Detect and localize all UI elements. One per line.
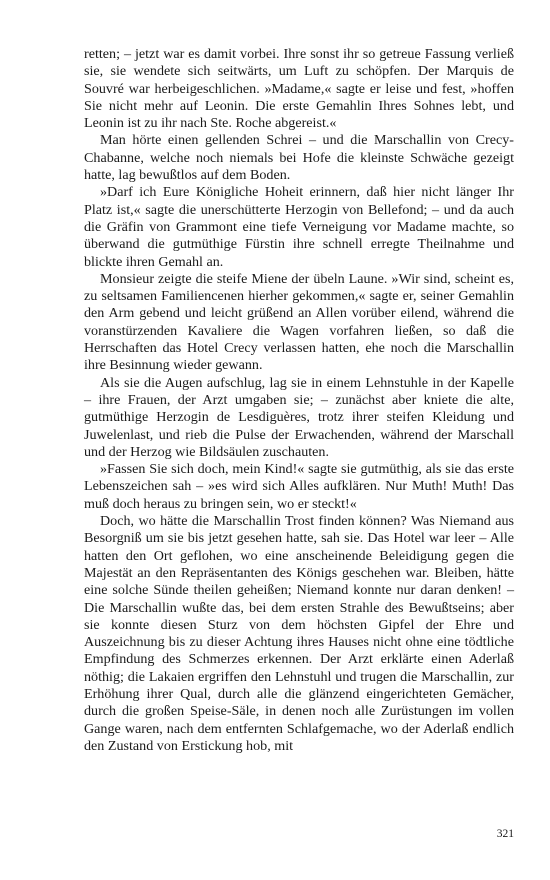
page-number: 321 xyxy=(496,828,514,840)
paragraph-7: Doch, wo hätte die Marschallin Trost finden können? Was Niemand aus Besorgniß um sie bis jetzt gesehen hatte, sah sie. Das Hotel war leer – Alle hatten den Ort geflohen, wo eine anscheinende Beleidigung gegen die Majestät an den Repräsentanten des Königs geschehen war. Bleiben, hätte eine solche Sünde theilen geheißen; Niemand konnte nur daran denken! – Die Marschallin wußte das, bei dem ersten Strahle des Bewußtseins; aber sie konnte diesen Sturz von dem höchsten Gipfel der Ehre und Auszeichnung bis zu dieser Achtung ihres Hauses nicht ohne eine tödtliche Empfindung des Schmerzes erkennen. Der Arzt erklärte einen Aderlaß nöthig; die Lakaien ergriffen den Lehnstuhl und trugen die Marschallin, zur Erhöhung ihrer Qual, durch alle die glänzend eingerichteten Gemächer, durch die großen Speise-Säle, in denen noch alle Zurüstungen im vollen Gange waren, nach dem entfernten Schlafgemache, wo der Aderlaß endlich den Zustand von Erstickung hob, mit xyxy=(84,513,514,754)
paragraph-3: »Darf ich Eure Königliche Hoheit erinnern, daß hier nicht länger Ihr Platz ist,« sagte die unerschütterte Herzogin von Bellefond; – und da auch die Gräfin von Grammont eine tiefe Verneigung vor Madame machte, so überwand die gutmüthige Fürstin ihre schnell erregte Theilnahme und blickte ihren Gemahl an. xyxy=(84,184,514,270)
paragraph-6: »Fassen Sie sich doch, mein Kind!« sagte sie gutmüthig, als sie das erste Lebenszeichen sah – »es wird sich Alles aufklären. Nur Muth! Muth! Das muß doch heraus zu bringen sein, wo er steckt!« xyxy=(84,461,514,512)
book-page-text xyxy=(84,46,514,755)
paragraph-5: Als sie die Augen aufschlug, lag sie in einem Lehnstuhle in der Kapelle – ihre Frauen, der Arzt umgaben sie; – zunächst aber kniete die alte, gutmüthige Herzogin de Lesdiguères, trotz ihrer steifen Kleidung und Juwelenlast, und rieb die Pulse der Erwachenden, während der Marschall und der Herzog wie Bildsäulen zuschauten. xyxy=(84,374,514,460)
paragraph-1: retten; – jetzt war es damit vorbei. Ihre sonst ihr so getreue Fassung verließ sie, sie wendete sich seitwärts, um Luft zu schöpfen. Der Marquis de Souvré war herbeigeschlichen. »Madame,« sagte er leise und fest, »hoffen Sie nicht mehr auf Leonin. Die erste Gemahlin Ihres Sohnes lebt, und Leonin ist zu ihr nach Ste. Roche abgereist.« xyxy=(84,46,514,132)
paragraph-2: Man hörte einen gellenden Schrei – und die Marschallin von Crecy-Chabanne, welche noch niemals bei Hofe die kleinste Schwäche gezeigt hatte, lag bewußtlos auf dem Boden. xyxy=(84,132,514,184)
paragraph-4: Monsieur zeigte die steife Miene der übeln Laune. »Wir sind, scheint es, zu seltsamen Familiencenen hierher gekommen,« sagte er, seiner Gemahlin den Arm gebend und leicht grüßend an Allen vorüber eilend, während die voranstürzenden Kavaliere die Wagen vorfahren ließen, so daß die Herrschaften das Hotel Crecy verlassen hatten, ehe noch die Marschallin ihre Besinnung wieder gewann. xyxy=(84,270,514,374)
